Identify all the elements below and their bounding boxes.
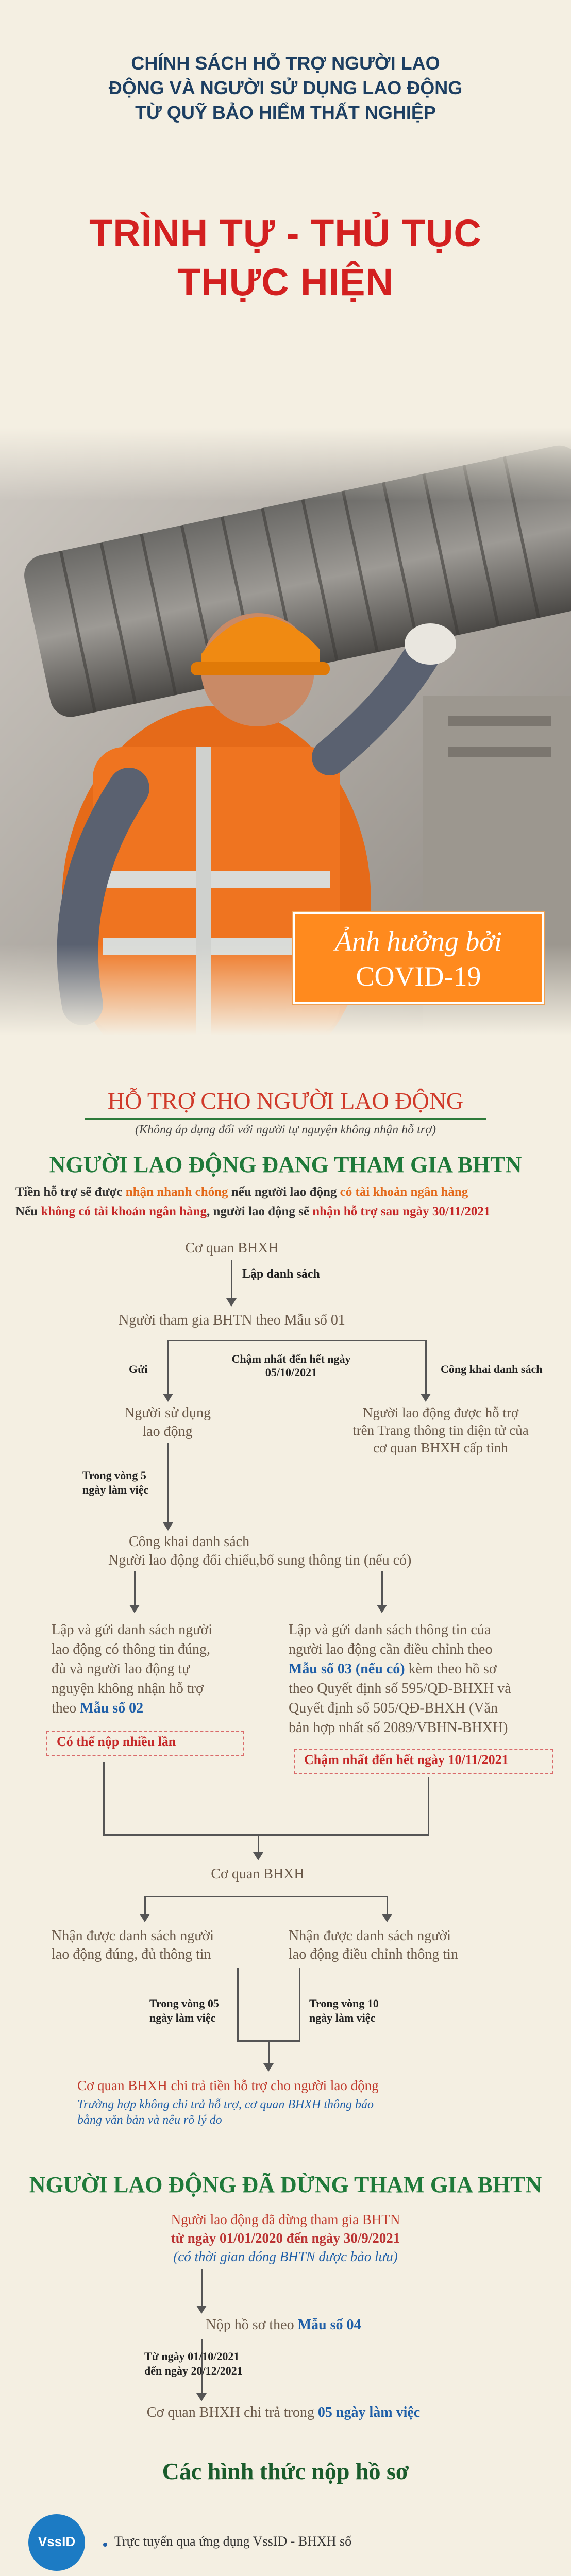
section1-subtitle: (Không áp dụng đối với người tự nguyện không nhận hỗ trợ) [135, 1123, 436, 1137]
bullet-dot [103, 2543, 107, 2547]
right-line6: bản hợp nhất số 2089/VBHN-BHXH) [289, 1720, 508, 1736]
method-vssid: Trực tuyến qua ứng dụng VssID - BHXH số [114, 2534, 352, 2549]
left-line1: Lập và gửi danh sách người [52, 1622, 212, 1638]
left-line2: lao động có thông tin đúng, [52, 1641, 210, 1657]
intro-line-2 [15, 1205, 562, 1219]
left-note: Có thể nộp nhiều lần [57, 1734, 176, 1749]
page-title-2: THỰC HIỆN [177, 261, 394, 303]
section1-heading: NGƯỜI LAO ĐỘNG ĐANG THAM GIA BHTN [49, 1152, 522, 1177]
nop-text: Nộp hồ sơ theo [206, 2317, 298, 2333]
right-note: Chậm nhất đến hết ngày 10/11/2021 [304, 1752, 509, 1767]
nld-duoc-ho-tro-box [330, 1404, 551, 1456]
right-line5: Quyết định số 505/QĐ-BHXH (Văn [289, 1700, 498, 1716]
right-line1: Lập và gửi danh sách thông tin của [289, 1622, 491, 1638]
chi-tra-line: Cơ quan BHXH chi trả tiền hỗ trợ cho người lao động [77, 2078, 379, 2093]
section3-heading: Các hình thức nộp hồ sơ [162, 2458, 409, 2484]
s2-chi-tra-b: 05 ngày làm việc [317, 2404, 421, 2420]
header-line-1: CHÍNH SÁCH HỖ TRỢ NGƯỜI LAO [131, 53, 440, 74]
vssid-logo-text: VssID [38, 2534, 76, 2549]
tv05-line1: Trong vòng 05 [149, 1997, 219, 2010]
intro1-text-d: có tài khoản ngân hàng [340, 1185, 468, 1199]
intro-line-1 [15, 1185, 562, 1199]
s2-line1: Người lao động đã dừng tham gia BHTN [171, 2212, 400, 2227]
right-line2: người lao động cần điều chỉnh theo [289, 1641, 493, 1657]
nguoi-sdld-line2: lao động [142, 1423, 193, 1439]
tv5-line2: ngày làm việc [82, 1483, 149, 1496]
mau-04-label: Mẫu số 04 [297, 2317, 361, 2333]
header-line-3: TỪ QUỸ BẢO HIỂM THẤT NGHIỆP [135, 102, 436, 123]
left-line4: nguyện không nhận hỗ trợ [52, 1681, 204, 1697]
section1-title: HỖ TRỢ CHO NGƯỜI LAO ĐỘNG [107, 1088, 464, 1114]
ck-ds-line1: Công khai danh sách [129, 1534, 250, 1550]
tv10-line1: Trong vòng 10 [309, 1997, 379, 2010]
s2-to: đến ngày 20/12/2021 [144, 2364, 243, 2377]
gui-label: Gửi [129, 1363, 148, 1376]
nhan2-line1: Nhận được danh sách người [289, 1928, 451, 1944]
right-line3b: kèm theo hồ sơ [405, 1661, 497, 1677]
section2-heading: NGƯỜI LAO ĐỘNG ĐÃ DỪNG THAM GIA BHTN [29, 2172, 542, 2197]
section2-intro [0, 2210, 571, 2266]
flow-bhxh-1: Cơ quan BHXH [185, 1240, 279, 1256]
page-title-1: TRÌNH TỰ - THỦ TỤC [89, 212, 482, 255]
cham-nhat-1-label: Chậm nhất đến hết ngày [231, 1352, 351, 1365]
tv05-label [149, 1996, 219, 2025]
left-line3: đủ và người lao động tự [52, 1661, 190, 1677]
nop-ho-so-mau04 [155, 2316, 412, 2334]
nhan-dung-du-box [52, 1927, 258, 1964]
mau-03-label: Mẫu số 03 (nếu có) [289, 1661, 405, 1677]
cong-khai-box [108, 1533, 520, 1570]
s2-line3: (có thời gian đóng BHTN được bảo lưu) [173, 2249, 398, 2264]
chi-tra-note2: bằng văn bản và nêu rõ lý do [77, 2113, 222, 2127]
s2-chi-tra [77, 2403, 490, 2422]
right-line4: theo Quyết định số 595/QĐ-BHXH và [289, 1681, 511, 1697]
ck-ds-line2: Người lao động đổi chiếu,bổ sung thông tin (nếu có) [108, 1552, 412, 1568]
header-line-2: ĐỘNG VÀ NGƯỜI SỬ DỤNG LAO ĐỘNG [108, 77, 463, 98]
nhan-dieu-chinh-box [289, 1927, 505, 1964]
intro2-text-b: không có tài khoản ngân hàng [41, 1205, 207, 1218]
cham-nhat-1-date: 05/10/2021 [265, 1366, 317, 1379]
lap-danh-sach-label: Lập danh sách [242, 1267, 320, 1281]
intro2-text-c: , người lao động sẽ [206, 1205, 313, 1218]
trong-vong-5-label [82, 1468, 148, 1497]
vssid-icon [28, 2514, 85, 2571]
nguoi-sdld-box [113, 1404, 222, 1441]
s2-line2: từ ngày 01/01/2020 đến ngày 30/9/2021 [171, 2230, 400, 2246]
intro1-text-a: Tiền hỗ trợ sẽ được [15, 1185, 126, 1199]
cham-nhat-1 [216, 1352, 366, 1379]
covid-badge-line1: Ảnh hưởng bởi [334, 926, 502, 957]
tv10-label [309, 1996, 379, 2025]
section1-title-underline [85, 1118, 486, 1120]
intro1-text-c: nếu người lao động [228, 1185, 340, 1199]
tv05-line2: ngày làm việc [149, 2011, 216, 2024]
mau-02-label: Mẫu số 02 [80, 1700, 144, 1716]
nhan1-line1: Nhận được danh sách người [52, 1928, 214, 1944]
nld-ht-line2: trên Trang thông tin điện tử của [352, 1422, 529, 1438]
intro1-text-b: nhận nhanh chóng [125, 1185, 228, 1199]
left-line5a: theo [52, 1700, 80, 1716]
left-list-box [52, 1620, 268, 1718]
nhan2-line2: lao động điều chỉnh thông tin [289, 1946, 458, 1962]
cong-khai-label: Công khai danh sách [441, 1363, 543, 1376]
chi-tra-note [77, 2097, 531, 2128]
covid-badge-line2: COVID-19 [356, 961, 481, 992]
nld-ht-line1: Người lao động được hỗ trợ [362, 1405, 519, 1420]
intro2-text-a: Nếu [15, 1205, 41, 1218]
s2-from: Từ ngày 01/10/2021 [144, 2350, 240, 2363]
tv5-line1: Trong vòng 5 [82, 1469, 146, 1482]
tv10-line2: ngày làm việc [309, 2011, 376, 2024]
chi-tra-note1: Trường hợp không chi trả hỗ trợ, cơ quan BHXH thông báo [77, 2098, 374, 2111]
s2-date-range [144, 2349, 243, 2378]
s2-chi-tra-a: Cơ quan BHXH chi trả trong [146, 2404, 318, 2420]
nld-ht-line3: cơ quan BHXH cấp tỉnh [373, 1440, 508, 1455]
nhan1-line2: lao động đúng, đủ thông tin [52, 1946, 211, 1962]
right-list-box [289, 1620, 557, 1738]
nguoi-tham-gia-mau01: Người tham gia BHTN theo Mẫu số 01 [119, 1312, 345, 1328]
flow-bhxh-2: Cơ quan BHXH [211, 1866, 305, 1882]
intro2-text-d: nhận hỗ trợ sau ngày 30/11/2021 [312, 1205, 491, 1218]
covid-badge [293, 912, 544, 1004]
nguoi-sdld-line1: Người sử dụng [124, 1405, 211, 1421]
